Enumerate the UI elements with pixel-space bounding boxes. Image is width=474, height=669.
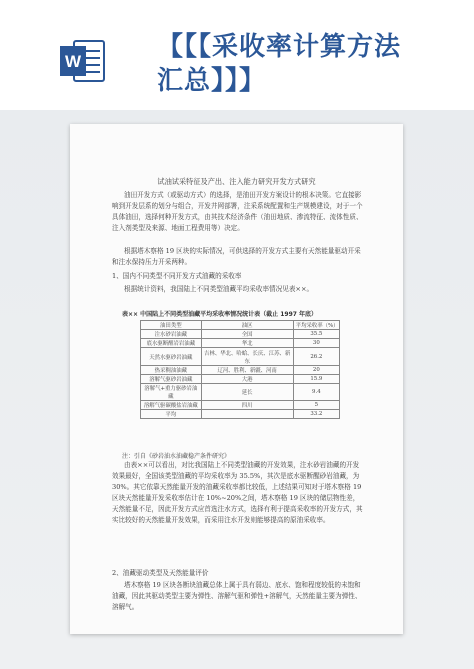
table-cell: 33.2 bbox=[293, 410, 339, 419]
table-row bbox=[141, 348, 340, 366]
preview-stage bbox=[0, 110, 474, 669]
paragraph-text: 根据塔木察格 19 区块的实际情况，可供选择的开发方式主要有天然能量驱动开采和注水保持压力开采两种。 bbox=[112, 247, 361, 266]
document-header bbox=[0, 0, 474, 110]
table-cell: 26.2 bbox=[293, 348, 339, 366]
table-cell: 底水驱断醒岩岩油藏 bbox=[141, 339, 202, 348]
table-cell bbox=[201, 410, 293, 419]
table-cell: 5 bbox=[293, 401, 339, 410]
table-cell: 四川 bbox=[201, 401, 293, 410]
table-cell: 吉林、华北、哈蛤、长庆、江苏、新东 bbox=[201, 348, 293, 366]
section-heading: 2、油藏驱动类型及天然能量评价 bbox=[112, 569, 209, 577]
word-icon bbox=[60, 36, 106, 86]
table-row bbox=[141, 401, 340, 410]
column-header: 油区 bbox=[201, 321, 293, 330]
paragraph bbox=[112, 460, 364, 526]
table-row bbox=[141, 339, 340, 348]
section-heading: 1、国内不同类型不同开发方式油藏的采收率 bbox=[112, 272, 242, 280]
table-cell: 辽河、胜利、新疆、河南 bbox=[201, 366, 293, 375]
table-cell: 9.4 bbox=[293, 384, 339, 401]
data-table bbox=[140, 320, 340, 419]
table-row bbox=[141, 384, 340, 401]
table-cell: 延长 bbox=[201, 384, 293, 401]
table-cell: 溶解气+重力驱砂岩油藏 bbox=[141, 384, 202, 401]
table-cell: 热采稠油油藏 bbox=[141, 366, 202, 375]
table-cell: 30 bbox=[293, 339, 339, 348]
svg-text:W: W bbox=[64, 52, 82, 71]
table-cell: 平均 bbox=[141, 410, 202, 419]
table-cell: 华北 bbox=[201, 339, 293, 348]
table-caption: 表×× 中国陆上不同类型油藏平均采收率情况统计表（截止 1997 年底） bbox=[122, 311, 318, 318]
table-cell: 注水砂岩油藏 bbox=[141, 330, 202, 339]
table-cell: 20 bbox=[293, 366, 339, 375]
paragraph-text: 由表××可以看出，对比我国陆上不同类型油藏的开发效果，注水砂岩油藏的开发效果最好，全国该类型油藏的平均采收率为 35.5%，其次是底水驱断醒砂岩油藏，为 30%。其它依靠天然能量开发的油藏采收率都比较低，上述结果可知对于塔木察格 19 区块天然能量开发采收率估计在 10%~20%之间，塔木察格 19 区块的储层物性差，天然能量不足，因此开发方式应首选注水方式，选择有利于提高采收率的开发方式，其实比较好的天然能量开发效果，而采用注水开发则能够提高的原油采收率。 bbox=[112, 461, 363, 524]
paragraph-text: 根据统计资料，我国陆上不同类型油藏平均采收率情况见表××。 bbox=[124, 285, 314, 293]
table-row bbox=[141, 375, 340, 384]
table-cell: 15.9 bbox=[293, 375, 339, 384]
table-cell: 大港 bbox=[201, 375, 293, 384]
column-header: 平均采收率（%） bbox=[293, 321, 339, 330]
page-title: 【【【采收率计算方法汇总】】】 bbox=[157, 32, 402, 96]
paragraph bbox=[112, 580, 364, 613]
paragraph-text: 油田开发方式（或驱动方式）的选择，是油田开发方案设计的根本决策。它直接影响到开发层系的划分与组合，开发井网部署，注采系统配置和生产规模建设，对于一个具体油田，选择何种开发方式，由其技术经济条件（油田地质、渗流特征、流体性质、注入剂类型及来源、地面工程费用等）决定。 bbox=[112, 191, 363, 232]
paragraph bbox=[112, 246, 364, 268]
table-cell: 35.5 bbox=[293, 330, 339, 339]
table-cell: 全国 bbox=[201, 330, 293, 339]
paragraph bbox=[112, 284, 364, 295]
table-header-row bbox=[141, 321, 340, 330]
column-header: 油田类型 bbox=[141, 321, 202, 330]
table-cell: 溶解气驱碳酸盐岩油藏 bbox=[141, 401, 202, 410]
paragraph-text: 塔木察格 19 区块各断块油藏总体上属于具有弱边、底水、饱和程度较低的未饱和油藏，因此其驱动类型主要为弹性、溶解气驱和弹性+溶解气，天然能量主要为弹性、溶解气。 bbox=[112, 581, 362, 611]
table-row bbox=[141, 330, 340, 339]
document-title: 试油试采特征及产出、注入能力研究开发方式研究 bbox=[157, 177, 316, 186]
document-page bbox=[70, 124, 403, 634]
table-cell: 溶解气驱砂岩油藏 bbox=[141, 375, 202, 384]
paragraph bbox=[112, 190, 364, 234]
table-note: 注：引自《砂岩油水油藏稳产条件研究》 bbox=[122, 453, 231, 460]
table-cell: 天然水驱砂岩油藏 bbox=[141, 348, 202, 366]
table-row bbox=[141, 366, 340, 375]
table-row bbox=[141, 410, 340, 419]
